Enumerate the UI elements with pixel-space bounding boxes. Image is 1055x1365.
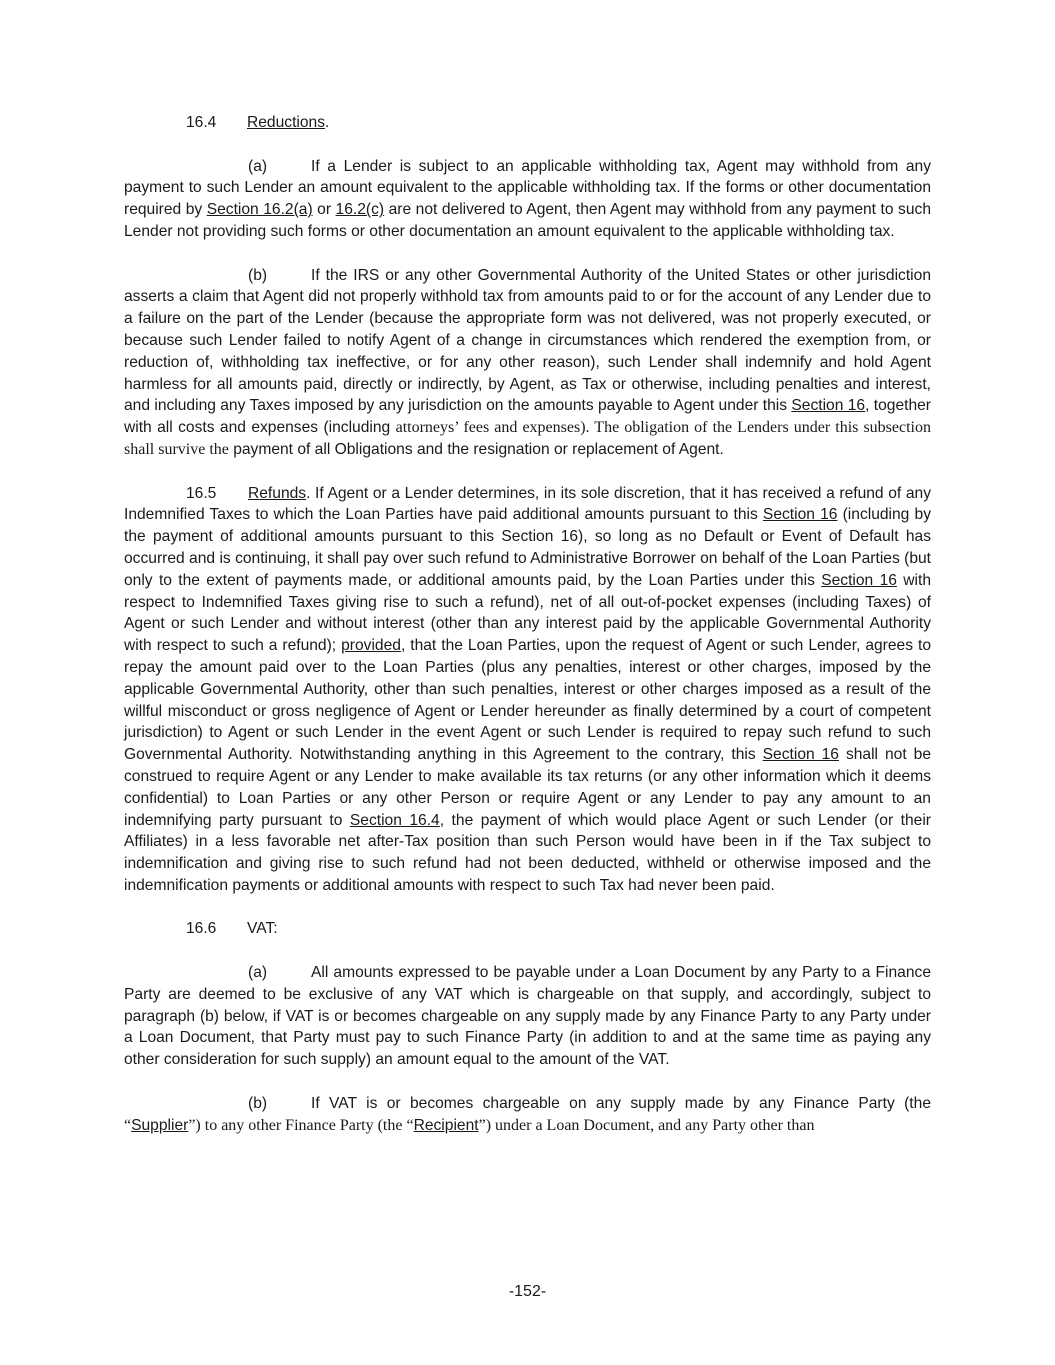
section-title: Refunds [248,484,307,502]
paragraph-label: (b) [248,1094,268,1112]
section-16-4-heading: 16.4 Reductions. [124,112,931,134]
paragraph-label: (b) [248,266,268,284]
section-number: 16.4 [186,114,217,131]
section-reference: Section 16.4 [349,811,440,829]
section-title: VAT: [247,920,278,938]
section-reference: Section 16 [762,506,838,524]
paragraph-16-4-b: (b) If the IRS or any other Governmental Authority of the United States or other jurisdiction asserts a claim that Agent did not properly withhold tax from amounts paid to or for the account of any Lender due to a failure on the part of the Lender (because the appropriate form was not delivered, was not properly executed, or because such Lender failed to notify Agent of a change in circumstances which rendered the exemption from, or reduction of, withholding tax ineffective, or for any other reason), such Lender shall indemnify and hold Agent harmless for all amounts paid, directly or indirectly, by Agent, as Tax or otherwise, including penalties and interest, and including any Taxes imposed by any jurisdiction on the amounts payable to Agent under this Section 16, together with all costs and expenses (including attorneys’ fees and expenses). The obligation of the Lenders under this subsection shall survive the payment of all Obligations and the resignation or replacement of Agent. [124,266,931,458]
paragraph-16-6-b: (b) If VAT is or becomes chargeable on any supply made by any Finance Party (the “Supplier”) to any other Finance Party (the “Recipient”) under a Loan Document, and any Party other than [124,1094,931,1134]
section-reference: Section 16 [821,571,897,589]
paragraph-label: (a) [248,157,268,175]
section-reference: Section 16.2(a) [206,201,313,219]
paragraph-16-4-a: (a) If a Lender is subject to an applicable withholding tax, Agent may withhold from any payment to such Lender an amount equivalent to the applicable withholding tax. If the forms or other documentation required by Section 16.2(a) or 16.2(c) are not delivered to Agent, then Agent may withhold from any payment to such Lender not providing such forms or other documentation an amount equivalent to the applicable withholding tax. [124,157,931,240]
section-number: 16.5 [186,484,217,502]
section-title: Reductions [247,114,326,131]
document-page [124,112,931,1136]
page-number: -152- [508,1283,547,1300]
section-16-5: 16.5 Refunds. If Agent or a Lender determines, in its sole discretion, that it has received a refund of any Indemnified Taxes to which the Loan Parties have paid additional amounts pursuant to this Section 16 (including by the payment of additional amounts pursuant to this Section 16), so long as no Default or Event of Default has occurred and is continuing, it shall pay over such refund to Administrative Borrower on behalf of the Loan Parties (but only to the extent of payments made, or additional amounts paid, by the Loan Parties under this Section 16 with respect to Indemnified Taxes giving rise to such a refund), net of all out-of-pocket expenses (including Taxes) of Agent or such Lender and without interest (other than any interest paid by the applicable Governmental Authority with respect to such a refund); provided, that the Loan Parties, upon the request of Agent or such Lender, agrees to repay the amount paid over to the Loan Parties (plus any penalties, interest or other charges, imposed by the applicable Governmental Authority, other than such penalties, interest or other charges imposed as a result of the willful misconduct or gross negligence of Agent or Lender hereunder as finally determined by a court of competent jurisdiction) to Agent or such Lender in the event Agent or such Lender is required to repay such refund to such Governmental Authority. Notwithstanding anything in this Agreement to the contrary, this Section 16 shall not be construed to require Agent or any Lender to make available its tax returns (or any other information which it deems confidential) to Loan Parties or any other Person or require Agent or any Lender to pay any amount to an indemnifying party pursuant to Section 16.4, the payment of which would place Agent or such Lender (or their Affiliates) in a less favorable net after-Tax position than such Person would have been in if the Tax subject to indemnification and giving rise to such refund had not been deducted, withheld or otherwise imposed and the indemnification payments or additional amounts with respect to such Tax had never been paid. [124,484,932,894]
section-16-6-heading [124,918,931,940]
defined-term-supplier: Supplier [131,1116,189,1134]
provided-term: provided [341,637,401,655]
defined-term-recipient: Recipient [413,1116,479,1134]
paragraph-label: (a) [248,964,268,982]
section-reference: 16.2(c) [335,201,385,219]
section-reference: Section 16 [762,746,839,764]
paragraph-16-6-a: (a) All amounts expressed to be payable under a Loan Document by any Party to a Finance Party are deemed to be exclusive of any VAT which is chargeable on that supply, and accordingly, subject to paragraph (b) below, if VAT is or becomes chargeable on any supply made by any Finance Party to any Party under a Loan Document, that Party must pay to such Finance Party (in addition to and at the same time as paying any other consideration for such supply) an amount equal to the amount of the VAT. [124,964,931,1069]
section-reference: Section 16 [791,397,866,415]
section-number: 16.6 [186,920,217,938]
